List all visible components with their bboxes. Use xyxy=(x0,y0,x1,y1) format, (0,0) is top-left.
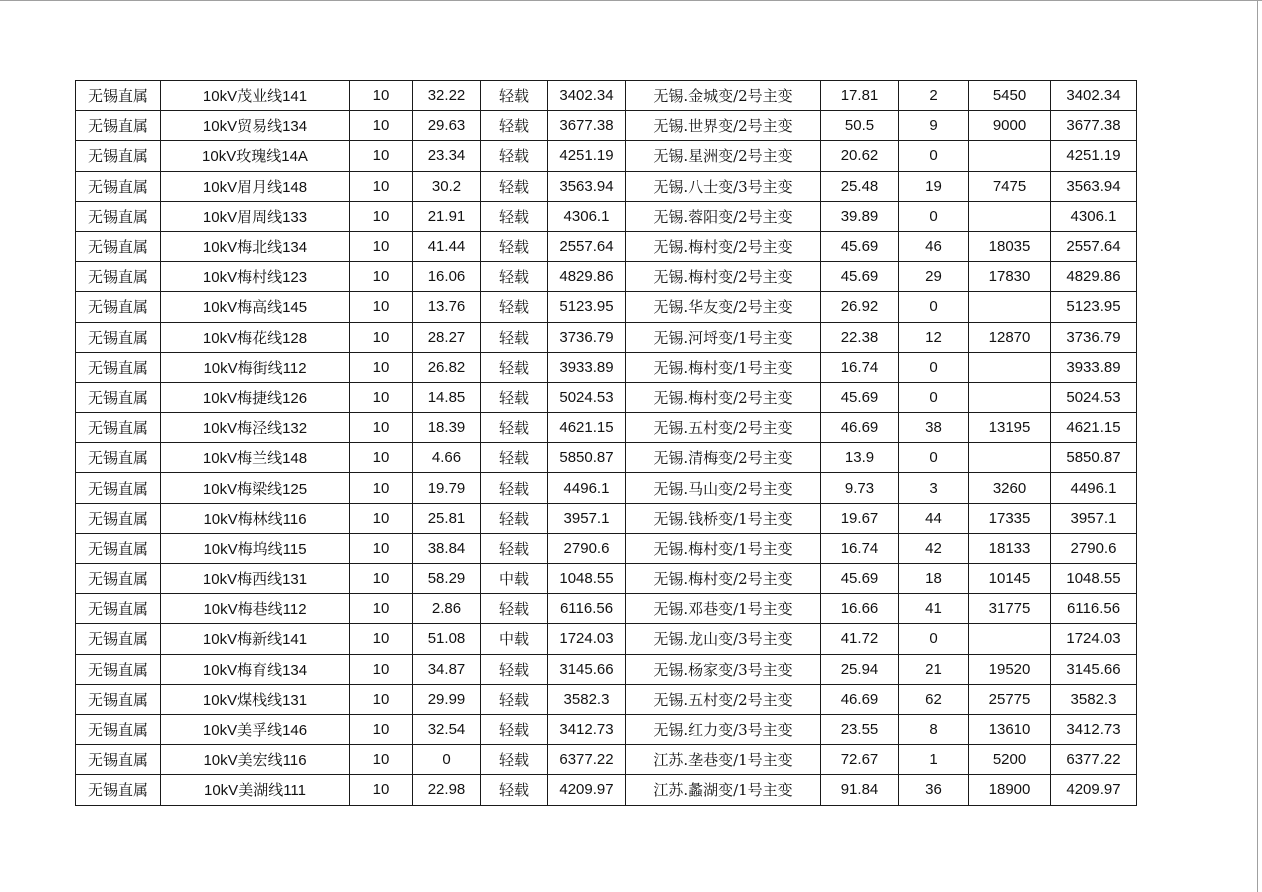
transformer-cell: 无锡.梅村变/2号主变 xyxy=(626,231,821,261)
voltage-cell: 10 xyxy=(350,382,413,412)
company-cell: 无锡直属 xyxy=(76,564,161,594)
transformer-load-cell: 45.69 xyxy=(821,564,899,594)
data-table xyxy=(75,80,1137,806)
voltage-cell: 10 xyxy=(350,503,413,533)
line-name-cell: 10kV梅林线116 xyxy=(161,503,350,533)
user-capacity-cell: 13610 xyxy=(969,714,1051,744)
load-status-cell: 轻载 xyxy=(481,262,548,292)
available-capacity-cell: 3957.1 xyxy=(1051,503,1137,533)
available-capacity-cell: 4496.1 xyxy=(1051,473,1137,503)
transformer-load-cell: 9.73 xyxy=(821,473,899,503)
company-cell: 无锡直属 xyxy=(76,443,161,473)
transformer-cell: 无锡.红力变/3号主变 xyxy=(626,714,821,744)
load-status-cell: 轻载 xyxy=(481,594,548,624)
capacity-margin-cell: 4209.97 xyxy=(548,775,626,805)
load-rate-cell: 51.08 xyxy=(413,624,481,654)
available-capacity-cell: 1048.55 xyxy=(1051,564,1137,594)
transformer-load-cell: 13.9 xyxy=(821,443,899,473)
available-capacity-cell: 3402.34 xyxy=(1051,81,1137,111)
user-count-cell: 46 xyxy=(899,231,969,261)
capacity-margin-cell: 6116.56 xyxy=(548,594,626,624)
load-rate-cell: 32.22 xyxy=(413,81,481,111)
voltage-cell: 10 xyxy=(350,775,413,805)
user-capacity-cell xyxy=(969,141,1051,171)
transformer-cell: 无锡.金城变/2号主变 xyxy=(626,81,821,111)
transformer-cell: 无锡.龙山变/3号主变 xyxy=(626,624,821,654)
page-right-border xyxy=(1257,0,1258,892)
user-capacity-cell: 5450 xyxy=(969,81,1051,111)
load-status-cell: 轻载 xyxy=(481,503,548,533)
line-name-cell: 10kV眉周线133 xyxy=(161,201,350,231)
company-cell: 无锡直属 xyxy=(76,111,161,141)
line-name-cell: 10kV茂业线141 xyxy=(161,81,350,111)
transformer-cell: 无锡.华友变/2号主变 xyxy=(626,292,821,322)
table-row xyxy=(76,684,1137,714)
transformer-cell: 无锡.杨家变/3号主变 xyxy=(626,654,821,684)
user-capacity-cell: 18133 xyxy=(969,533,1051,563)
user-count-cell: 1 xyxy=(899,745,969,775)
user-capacity-cell: 10145 xyxy=(969,564,1051,594)
capacity-margin-cell: 3582.3 xyxy=(548,684,626,714)
line-name-cell: 10kV梅巷线112 xyxy=(161,594,350,624)
transformer-load-cell: 23.55 xyxy=(821,714,899,744)
load-rate-cell: 2.86 xyxy=(413,594,481,624)
available-capacity-cell: 3582.3 xyxy=(1051,684,1137,714)
table-row xyxy=(76,141,1137,171)
load-status-cell: 轻载 xyxy=(481,81,548,111)
load-status-cell: 轻载 xyxy=(481,684,548,714)
transformer-load-cell: 22.38 xyxy=(821,322,899,352)
company-cell: 无锡直属 xyxy=(76,654,161,684)
transformer-cell: 无锡.梅村变/2号主变 xyxy=(626,382,821,412)
available-capacity-cell: 4209.97 xyxy=(1051,775,1137,805)
company-cell: 无锡直属 xyxy=(76,684,161,714)
user-count-cell: 9 xyxy=(899,111,969,141)
voltage-cell: 10 xyxy=(350,352,413,382)
table-row xyxy=(76,745,1137,775)
load-status-cell: 轻载 xyxy=(481,231,548,261)
capacity-margin-cell: 3412.73 xyxy=(548,714,626,744)
available-capacity-cell: 4306.1 xyxy=(1051,201,1137,231)
line-name-cell: 10kV梅花线128 xyxy=(161,322,350,352)
line-name-cell: 10kV煤栈线131 xyxy=(161,684,350,714)
user-capacity-cell xyxy=(969,352,1051,382)
transformer-load-cell: 45.69 xyxy=(821,231,899,261)
load-rate-cell: 4.66 xyxy=(413,443,481,473)
user-count-cell: 29 xyxy=(899,262,969,292)
company-cell: 无锡直属 xyxy=(76,322,161,352)
transformer-load-cell: 46.69 xyxy=(821,413,899,443)
company-cell: 无锡直属 xyxy=(76,503,161,533)
load-status-cell: 轻载 xyxy=(481,111,548,141)
user-count-cell: 0 xyxy=(899,292,969,322)
user-count-cell: 0 xyxy=(899,352,969,382)
available-capacity-cell: 5024.53 xyxy=(1051,382,1137,412)
capacity-margin-cell: 3736.79 xyxy=(548,322,626,352)
available-capacity-cell: 4621.15 xyxy=(1051,413,1137,443)
load-rate-cell: 25.81 xyxy=(413,503,481,533)
table-row xyxy=(76,473,1137,503)
capacity-margin-cell: 3677.38 xyxy=(548,111,626,141)
load-rate-cell: 23.34 xyxy=(413,141,481,171)
available-capacity-cell: 3677.38 xyxy=(1051,111,1137,141)
table-row xyxy=(76,654,1137,684)
company-cell: 无锡直属 xyxy=(76,775,161,805)
line-name-cell: 10kV美湖线111 xyxy=(161,775,350,805)
company-cell: 无锡直属 xyxy=(76,141,161,171)
voltage-cell: 10 xyxy=(350,714,413,744)
transformer-cell: 无锡.梅村变/2号主变 xyxy=(626,564,821,594)
user-count-cell: 41 xyxy=(899,594,969,624)
load-rate-cell: 29.99 xyxy=(413,684,481,714)
transformer-load-cell: 20.62 xyxy=(821,141,899,171)
user-capacity-cell xyxy=(969,292,1051,322)
line-name-cell: 10kV梅捷线126 xyxy=(161,382,350,412)
load-status-cell: 轻载 xyxy=(481,533,548,563)
load-status-cell: 轻载 xyxy=(481,775,548,805)
user-capacity-cell xyxy=(969,443,1051,473)
line-name-cell: 10kV梅梁线125 xyxy=(161,473,350,503)
table-row xyxy=(76,594,1137,624)
capacity-margin-cell: 4251.19 xyxy=(548,141,626,171)
user-capacity-cell xyxy=(969,624,1051,654)
load-status-cell: 轻载 xyxy=(481,141,548,171)
user-count-cell: 0 xyxy=(899,201,969,231)
capacity-margin-cell: 3402.34 xyxy=(548,81,626,111)
transformer-cell: 无锡.八士变/3号主变 xyxy=(626,171,821,201)
line-name-cell: 10kV梅街线112 xyxy=(161,352,350,382)
company-cell: 无锡直属 xyxy=(76,624,161,654)
user-count-cell: 18 xyxy=(899,564,969,594)
transformer-load-cell: 46.69 xyxy=(821,684,899,714)
available-capacity-cell: 3412.73 xyxy=(1051,714,1137,744)
available-capacity-cell: 4251.19 xyxy=(1051,141,1137,171)
line-name-cell: 10kV梅北线134 xyxy=(161,231,350,261)
line-name-cell: 10kV眉月线148 xyxy=(161,171,350,201)
capacity-margin-cell: 4621.15 xyxy=(548,413,626,443)
transformer-load-cell: 26.92 xyxy=(821,292,899,322)
user-count-cell: 21 xyxy=(899,654,969,684)
transformer-load-cell: 16.74 xyxy=(821,352,899,382)
line-name-cell: 10kV梅高线145 xyxy=(161,292,350,322)
voltage-cell: 10 xyxy=(350,443,413,473)
capacity-margin-cell: 1724.03 xyxy=(548,624,626,654)
company-cell: 无锡直属 xyxy=(76,81,161,111)
load-status-cell: 轻载 xyxy=(481,714,548,744)
company-cell: 无锡直属 xyxy=(76,352,161,382)
load-rate-cell: 13.76 xyxy=(413,292,481,322)
load-rate-cell: 38.84 xyxy=(413,533,481,563)
company-cell: 无锡直属 xyxy=(76,201,161,231)
table-row xyxy=(76,533,1137,563)
user-capacity-cell: 12870 xyxy=(969,322,1051,352)
user-capacity-cell: 5200 xyxy=(969,745,1051,775)
company-cell: 无锡直属 xyxy=(76,382,161,412)
capacity-margin-cell: 2557.64 xyxy=(548,231,626,261)
capacity-margin-cell: 3957.1 xyxy=(548,503,626,533)
company-cell: 无锡直属 xyxy=(76,262,161,292)
capacity-margin-cell: 5123.95 xyxy=(548,292,626,322)
table-row xyxy=(76,775,1137,805)
table-row xyxy=(76,111,1137,141)
table-row xyxy=(76,503,1137,533)
table-row xyxy=(76,262,1137,292)
available-capacity-cell: 5850.87 xyxy=(1051,443,1137,473)
load-rate-cell: 30.2 xyxy=(413,171,481,201)
load-status-cell: 轻载 xyxy=(481,443,548,473)
table-row xyxy=(76,322,1137,352)
line-name-cell: 10kV玫瑰线14A xyxy=(161,141,350,171)
available-capacity-cell: 3563.94 xyxy=(1051,171,1137,201)
company-cell: 无锡直属 xyxy=(76,533,161,563)
voltage-cell: 10 xyxy=(350,624,413,654)
user-count-cell: 38 xyxy=(899,413,969,443)
load-rate-cell: 18.39 xyxy=(413,413,481,443)
user-capacity-cell: 19520 xyxy=(969,654,1051,684)
transformer-cell: 江苏.垄巷变/1号主变 xyxy=(626,745,821,775)
user-count-cell: 44 xyxy=(899,503,969,533)
line-name-cell: 10kV美宏线116 xyxy=(161,745,350,775)
transformer-load-cell: 25.94 xyxy=(821,654,899,684)
table-row xyxy=(76,201,1137,231)
capacity-margin-cell: 2790.6 xyxy=(548,533,626,563)
voltage-cell: 10 xyxy=(350,171,413,201)
transformer-load-cell: 19.67 xyxy=(821,503,899,533)
available-capacity-cell: 1724.03 xyxy=(1051,624,1137,654)
transformer-load-cell: 72.67 xyxy=(821,745,899,775)
load-status-cell: 轻载 xyxy=(481,352,548,382)
available-capacity-cell: 6116.56 xyxy=(1051,594,1137,624)
capacity-margin-cell: 3933.89 xyxy=(548,352,626,382)
load-status-cell: 轻载 xyxy=(481,382,548,412)
available-capacity-cell: 2557.64 xyxy=(1051,231,1137,261)
voltage-cell: 10 xyxy=(350,684,413,714)
transformer-cell: 无锡.星洲变/2号主变 xyxy=(626,141,821,171)
transformer-cell: 无锡.马山变/2号主变 xyxy=(626,473,821,503)
transformer-load-cell: 17.81 xyxy=(821,81,899,111)
transformer-load-cell: 16.66 xyxy=(821,594,899,624)
company-cell: 无锡直属 xyxy=(76,292,161,322)
table-row xyxy=(76,714,1137,744)
line-name-cell: 10kV梅村线123 xyxy=(161,262,350,292)
transformer-cell: 无锡.梅村变/1号主变 xyxy=(626,533,821,563)
voltage-cell: 10 xyxy=(350,201,413,231)
user-capacity-cell: 17335 xyxy=(969,503,1051,533)
table-row xyxy=(76,352,1137,382)
user-capacity-cell: 7475 xyxy=(969,171,1051,201)
table-row xyxy=(76,382,1137,412)
transformer-cell: 无锡.河埒变/1号主变 xyxy=(626,322,821,352)
available-capacity-cell: 6377.22 xyxy=(1051,745,1137,775)
load-status-cell: 轻载 xyxy=(481,292,548,322)
available-capacity-cell: 4829.86 xyxy=(1051,262,1137,292)
transformer-load-cell: 16.74 xyxy=(821,533,899,563)
user-count-cell: 12 xyxy=(899,322,969,352)
line-name-cell: 10kV梅坞线115 xyxy=(161,533,350,563)
capacity-margin-cell: 1048.55 xyxy=(548,564,626,594)
voltage-cell: 10 xyxy=(350,533,413,563)
user-capacity-cell xyxy=(969,201,1051,231)
user-count-cell: 42 xyxy=(899,533,969,563)
load-rate-cell: 22.98 xyxy=(413,775,481,805)
company-cell: 无锡直属 xyxy=(76,594,161,624)
user-count-cell: 0 xyxy=(899,382,969,412)
user-count-cell: 36 xyxy=(899,775,969,805)
voltage-cell: 10 xyxy=(350,111,413,141)
transformer-cell: 无锡.五村变/2号主变 xyxy=(626,413,821,443)
line-name-cell: 10kV梅兰线148 xyxy=(161,443,350,473)
user-count-cell: 0 xyxy=(899,141,969,171)
load-status-cell: 轻载 xyxy=(481,322,548,352)
available-capacity-cell: 3736.79 xyxy=(1051,322,1137,352)
voltage-cell: 10 xyxy=(350,292,413,322)
user-capacity-cell: 18035 xyxy=(969,231,1051,261)
voltage-cell: 10 xyxy=(350,654,413,684)
table-row xyxy=(76,413,1137,443)
load-rate-cell: 0 xyxy=(413,745,481,775)
transformer-cell: 无锡.五村变/2号主变 xyxy=(626,684,821,714)
user-count-cell: 0 xyxy=(899,624,969,654)
load-rate-cell: 28.27 xyxy=(413,322,481,352)
transformer-cell: 无锡.蓉阳变/2号主变 xyxy=(626,201,821,231)
transformer-cell: 无锡.梅村变/1号主变 xyxy=(626,352,821,382)
transformer-load-cell: 41.72 xyxy=(821,624,899,654)
company-cell: 无锡直属 xyxy=(76,714,161,744)
user-count-cell: 19 xyxy=(899,171,969,201)
available-capacity-cell: 3933.89 xyxy=(1051,352,1137,382)
line-name-cell: 10kV梅育线134 xyxy=(161,654,350,684)
load-rate-cell: 14.85 xyxy=(413,382,481,412)
capacity-margin-cell: 3563.94 xyxy=(548,171,626,201)
load-status-cell: 中载 xyxy=(481,624,548,654)
load-status-cell: 轻载 xyxy=(481,413,548,443)
transformer-cell: 无锡.世界变/2号主变 xyxy=(626,111,821,141)
user-capacity-cell xyxy=(969,382,1051,412)
transformer-cell: 江苏.蠡湖变/1号主变 xyxy=(626,775,821,805)
transformer-load-cell: 50.5 xyxy=(821,111,899,141)
voltage-cell: 10 xyxy=(350,594,413,624)
load-rate-cell: 32.54 xyxy=(413,714,481,744)
company-cell: 无锡直属 xyxy=(76,231,161,261)
transformer-cell: 无锡.钱桥变/1号主变 xyxy=(626,503,821,533)
load-status-cell: 轻载 xyxy=(481,745,548,775)
voltage-cell: 10 xyxy=(350,413,413,443)
transformer-load-cell: 39.89 xyxy=(821,201,899,231)
user-capacity-cell: 18900 xyxy=(969,775,1051,805)
user-count-cell: 2 xyxy=(899,81,969,111)
line-name-cell: 10kV梅泾线132 xyxy=(161,413,350,443)
load-rate-cell: 26.82 xyxy=(413,352,481,382)
table-row xyxy=(76,624,1137,654)
line-name-cell: 10kV梅西线131 xyxy=(161,564,350,594)
voltage-cell: 10 xyxy=(350,745,413,775)
user-count-cell: 62 xyxy=(899,684,969,714)
load-rate-cell: 41.44 xyxy=(413,231,481,261)
line-name-cell: 10kV美孚线146 xyxy=(161,714,350,744)
load-status-cell: 轻载 xyxy=(481,171,548,201)
voltage-cell: 10 xyxy=(350,564,413,594)
available-capacity-cell: 3145.66 xyxy=(1051,654,1137,684)
voltage-cell: 10 xyxy=(350,141,413,171)
load-rate-cell: 29.63 xyxy=(413,111,481,141)
load-status-cell: 轻载 xyxy=(481,473,548,503)
table-row xyxy=(76,292,1137,322)
table-row xyxy=(76,564,1137,594)
voltage-cell: 10 xyxy=(350,473,413,503)
user-capacity-cell: 17830 xyxy=(969,262,1051,292)
load-status-cell: 轻载 xyxy=(481,654,548,684)
transformer-cell: 无锡.清梅变/2号主变 xyxy=(626,443,821,473)
user-count-cell: 0 xyxy=(899,443,969,473)
user-count-cell: 3 xyxy=(899,473,969,503)
table-row xyxy=(76,231,1137,261)
capacity-margin-cell: 4306.1 xyxy=(548,201,626,231)
voltage-cell: 10 xyxy=(350,231,413,261)
transformer-cell: 无锡.梅村变/2号主变 xyxy=(626,262,821,292)
transformer-cell: 无锡.邓巷变/1号主变 xyxy=(626,594,821,624)
transformer-load-cell: 91.84 xyxy=(821,775,899,805)
user-capacity-cell: 9000 xyxy=(969,111,1051,141)
load-status-cell: 中载 xyxy=(481,564,548,594)
page-top-border xyxy=(0,0,1262,1)
capacity-margin-cell: 5024.53 xyxy=(548,382,626,412)
company-cell: 无锡直属 xyxy=(76,473,161,503)
voltage-cell: 10 xyxy=(350,81,413,111)
capacity-margin-cell: 6377.22 xyxy=(548,745,626,775)
transformer-load-cell: 45.69 xyxy=(821,382,899,412)
load-rate-cell: 19.79 xyxy=(413,473,481,503)
company-cell: 无锡直属 xyxy=(76,171,161,201)
user-count-cell: 8 xyxy=(899,714,969,744)
user-capacity-cell: 3260 xyxy=(969,473,1051,503)
available-capacity-cell: 5123.95 xyxy=(1051,292,1137,322)
load-rate-cell: 21.91 xyxy=(413,201,481,231)
company-cell: 无锡直属 xyxy=(76,745,161,775)
load-rate-cell: 58.29 xyxy=(413,564,481,594)
capacity-margin-cell: 4829.86 xyxy=(548,262,626,292)
table-body xyxy=(76,81,1137,806)
company-cell: 无锡直属 xyxy=(76,413,161,443)
available-capacity-cell: 2790.6 xyxy=(1051,533,1137,563)
voltage-cell: 10 xyxy=(350,322,413,352)
table-row xyxy=(76,443,1137,473)
capacity-margin-cell: 4496.1 xyxy=(548,473,626,503)
user-capacity-cell: 25775 xyxy=(969,684,1051,714)
voltage-cell: 10 xyxy=(350,262,413,292)
user-capacity-cell: 31775 xyxy=(969,594,1051,624)
table-row xyxy=(76,171,1137,201)
capacity-margin-cell: 3145.66 xyxy=(548,654,626,684)
load-rate-cell: 16.06 xyxy=(413,262,481,292)
load-rate-cell: 34.87 xyxy=(413,654,481,684)
transformer-load-cell: 25.48 xyxy=(821,171,899,201)
capacity-margin-cell: 5850.87 xyxy=(548,443,626,473)
table-row xyxy=(76,81,1137,111)
transformer-load-cell: 45.69 xyxy=(821,262,899,292)
load-status-cell: 轻载 xyxy=(481,201,548,231)
user-capacity-cell: 13195 xyxy=(969,413,1051,443)
line-name-cell: 10kV梅新线141 xyxy=(161,624,350,654)
line-name-cell: 10kV贸易线134 xyxy=(161,111,350,141)
